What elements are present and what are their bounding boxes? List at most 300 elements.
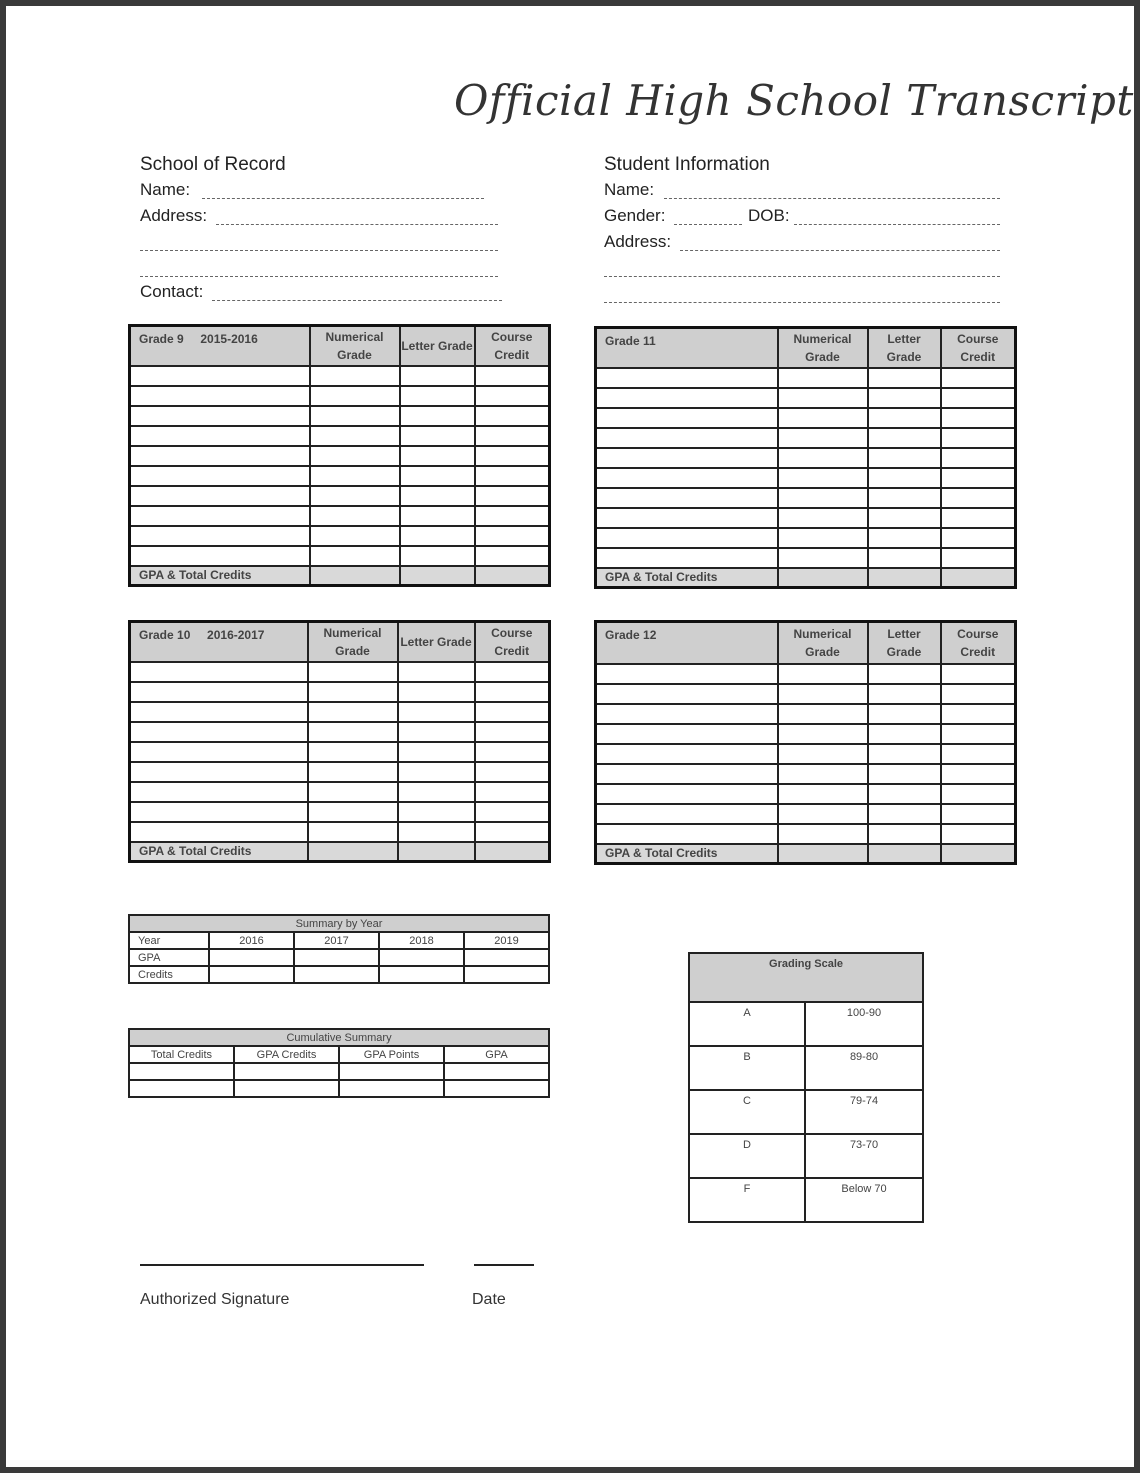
gpa-total-credits-label: GPA & Total Credits bbox=[596, 844, 778, 864]
letter-grade-cell[interactable] bbox=[868, 764, 941, 784]
course-row bbox=[130, 526, 550, 546]
course-name-cell[interactable] bbox=[596, 408, 778, 428]
numerical-grade-cell[interactable] bbox=[310, 366, 400, 386]
letter-grade-cell[interactable] bbox=[868, 664, 941, 684]
grade-10-rows[interactable] bbox=[130, 662, 550, 842]
course-row bbox=[596, 388, 1016, 408]
col-letter-grade: Letter Grade bbox=[400, 326, 475, 366]
course-credit-cell[interactable] bbox=[941, 764, 1016, 784]
school-contact-label: Contact: bbox=[140, 282, 204, 301]
letter-grade-cell[interactable] bbox=[400, 426, 475, 446]
numerical-grade-cell[interactable] bbox=[310, 546, 400, 566]
course-row bbox=[596, 368, 1016, 388]
course-row bbox=[130, 506, 550, 526]
letter-grade-cell[interactable] bbox=[400, 506, 475, 526]
gpa-points-cell[interactable] bbox=[339, 1080, 444, 1097]
course-credit-cell[interactable] bbox=[941, 388, 1016, 408]
grade-11-header bbox=[596, 328, 778, 368]
course-name-cell[interactable] bbox=[130, 742, 308, 762]
scale-letter-a: A bbox=[689, 1002, 805, 1046]
grade-11-credit-cell[interactable] bbox=[941, 568, 1016, 588]
gpa-total-credits-label: GPA & Total Credits bbox=[596, 568, 778, 588]
letter-grade-cell[interactable] bbox=[398, 802, 475, 822]
course-credit-cell[interactable] bbox=[941, 368, 1016, 388]
letter-grade-cell[interactable] bbox=[868, 724, 941, 744]
credits-2019-cell[interactable] bbox=[464, 966, 549, 983]
scale-letter-f: F bbox=[689, 1178, 805, 1222]
course-row bbox=[130, 722, 550, 742]
letter-grade-cell[interactable] bbox=[400, 466, 475, 486]
course-credit-cell[interactable] bbox=[475, 822, 550, 842]
course-name-cell[interactable] bbox=[130, 446, 310, 466]
course-row bbox=[596, 744, 1016, 764]
course-credit-cell[interactable] bbox=[475, 366, 550, 386]
gpa-credits-cell[interactable] bbox=[234, 1063, 339, 1080]
course-row bbox=[130, 366, 550, 386]
numerical-grade-cell[interactable] bbox=[778, 428, 868, 448]
scale-range-a: 100-90 bbox=[805, 1002, 923, 1046]
grade-9-gpa-cell[interactable] bbox=[310, 566, 400, 586]
course-credit-cell[interactable] bbox=[941, 784, 1016, 804]
course-credit-cell[interactable] bbox=[941, 488, 1016, 508]
signature-line[interactable] bbox=[140, 1264, 424, 1266]
course-row bbox=[130, 426, 550, 446]
grade-12-header bbox=[596, 622, 778, 664]
col-numerical-grade: Numerical Grade bbox=[308, 622, 398, 662]
grade-9-label: Grade 9 bbox=[139, 332, 184, 346]
col-numerical-grade: Numerical Grade bbox=[778, 328, 868, 368]
course-name-cell[interactable] bbox=[130, 546, 310, 566]
letter-grade-cell[interactable] bbox=[868, 388, 941, 408]
numerical-grade-cell[interactable] bbox=[310, 466, 400, 486]
course-name-cell[interactable] bbox=[130, 782, 308, 802]
letter-grade-cell[interactable] bbox=[868, 448, 941, 468]
letter-grade-cell[interactable] bbox=[398, 762, 475, 782]
year-label: Year bbox=[129, 932, 209, 949]
gpa-cell[interactable] bbox=[444, 1063, 549, 1080]
grade-10-table bbox=[128, 620, 551, 863]
grade-9-credit-cell[interactable] bbox=[475, 566, 550, 586]
numerical-grade-cell[interactable] bbox=[308, 662, 398, 682]
credits-row-label: Credits bbox=[129, 966, 209, 983]
grade-10-credit-cell[interactable] bbox=[475, 842, 550, 862]
course-row bbox=[130, 386, 550, 406]
course-credit-cell[interactable] bbox=[475, 386, 550, 406]
col-letter-grade: Letter Grade bbox=[398, 622, 475, 662]
course-row bbox=[130, 802, 550, 822]
grade-12-rows[interactable] bbox=[596, 664, 1016, 844]
grade-9-table bbox=[128, 324, 551, 587]
course-row bbox=[596, 784, 1016, 804]
course-credit-cell[interactable] bbox=[475, 506, 550, 526]
course-name-cell[interactable] bbox=[130, 526, 310, 546]
course-row bbox=[596, 764, 1016, 784]
letter-grade-cell[interactable] bbox=[868, 684, 941, 704]
year-2018: 2018 bbox=[379, 932, 464, 949]
course-name-cell[interactable] bbox=[130, 682, 308, 702]
course-row bbox=[130, 762, 550, 782]
numerical-grade-cell[interactable] bbox=[308, 722, 398, 742]
numerical-grade-cell[interactable] bbox=[778, 508, 868, 528]
course-name-cell[interactable] bbox=[596, 448, 778, 468]
gpa-2019-cell[interactable] bbox=[464, 949, 549, 966]
course-credit-cell[interactable] bbox=[941, 408, 1016, 428]
scale-letter-b: B bbox=[689, 1046, 805, 1090]
course-name-cell[interactable] bbox=[596, 548, 778, 568]
grade-12-table bbox=[594, 620, 1017, 865]
numerical-grade-cell[interactable] bbox=[778, 804, 868, 824]
student-name-field[interactable] bbox=[664, 198, 1000, 199]
gpa-row-label: GPA bbox=[129, 949, 209, 966]
numerical-grade-cell[interactable] bbox=[310, 506, 400, 526]
letter-grade-cell[interactable] bbox=[868, 824, 941, 844]
numerical-grade-cell[interactable] bbox=[308, 742, 398, 762]
course-name-cell[interactable] bbox=[596, 468, 778, 488]
numerical-grade-cell[interactable] bbox=[778, 488, 868, 508]
student-heading: Student Information bbox=[604, 154, 770, 175]
course-name-cell[interactable] bbox=[130, 506, 310, 526]
school-name-label: Name: bbox=[140, 180, 191, 199]
course-row bbox=[130, 662, 550, 682]
course-name-cell[interactable] bbox=[596, 664, 778, 684]
col-course-credit: Course Credit bbox=[475, 326, 550, 366]
school-heading: School of Record bbox=[140, 154, 286, 175]
letter-grade-cell[interactable] bbox=[400, 446, 475, 466]
numerical-grade-cell[interactable] bbox=[778, 548, 868, 568]
credits-2018-cell[interactable] bbox=[379, 966, 464, 983]
letter-grade-cell[interactable] bbox=[868, 368, 941, 388]
course-row bbox=[130, 406, 550, 426]
course-credit-cell[interactable] bbox=[475, 682, 550, 702]
letter-grade-cell[interactable] bbox=[398, 682, 475, 702]
letter-grade-cell[interactable] bbox=[398, 662, 475, 682]
course-name-cell[interactable] bbox=[596, 428, 778, 448]
course-row bbox=[596, 724, 1016, 744]
numerical-grade-cell[interactable] bbox=[308, 822, 398, 842]
course-row bbox=[130, 682, 550, 702]
date-label: Date bbox=[472, 1291, 506, 1308]
numerical-grade-cell[interactable] bbox=[778, 528, 868, 548]
grade-10-label: Grade 10 bbox=[139, 628, 191, 642]
numerical-grade-cell[interactable] bbox=[778, 408, 868, 428]
letter-grade-cell[interactable] bbox=[398, 742, 475, 762]
student-address-field-2[interactable] bbox=[604, 276, 1000, 277]
letter-grade-cell[interactable] bbox=[398, 782, 475, 802]
grade-11-letter-cell[interactable] bbox=[868, 568, 941, 588]
numerical-grade-cell[interactable] bbox=[778, 684, 868, 704]
letter-grade-cell[interactable] bbox=[868, 804, 941, 824]
letter-grade-cell[interactable] bbox=[400, 486, 475, 506]
course-name-cell[interactable] bbox=[130, 466, 310, 486]
course-credit-cell[interactable] bbox=[941, 684, 1016, 704]
gpa-2018-cell[interactable] bbox=[379, 949, 464, 966]
gpa-total-credits-label: GPA & Total Credits bbox=[130, 566, 310, 586]
course-credit-cell[interactable] bbox=[475, 762, 550, 782]
letter-grade-cell[interactable] bbox=[398, 822, 475, 842]
course-credit-cell[interactable] bbox=[475, 702, 550, 722]
student-name-label: Name: bbox=[604, 180, 655, 199]
course-name-cell[interactable] bbox=[596, 488, 778, 508]
grade-9-years: 2015-2016 bbox=[200, 332, 258, 346]
course-name-cell[interactable] bbox=[596, 724, 778, 744]
school-address-label: Address: bbox=[140, 206, 208, 225]
letter-grade-cell[interactable] bbox=[868, 528, 941, 548]
numerical-grade-cell[interactable] bbox=[778, 388, 868, 408]
student-dob-field[interactable] bbox=[794, 224, 1000, 225]
col-letter-grade: Letter Grade bbox=[868, 622, 941, 664]
numerical-grade-cell[interactable] bbox=[778, 784, 868, 804]
course-credit-cell[interactable] bbox=[475, 526, 550, 546]
course-credit-cell[interactable] bbox=[475, 546, 550, 566]
scale-letter-c: C bbox=[689, 1090, 805, 1134]
grade-12-credit-cell[interactable] bbox=[941, 844, 1016, 864]
course-name-cell[interactable] bbox=[596, 368, 778, 388]
col-total-credits: Total Credits bbox=[129, 1046, 234, 1063]
school-address-field-1[interactable] bbox=[216, 224, 498, 225]
grade-10-gpa-cell[interactable] bbox=[308, 842, 398, 862]
numerical-grade-cell[interactable] bbox=[310, 446, 400, 466]
year-2019: 2019 bbox=[464, 932, 549, 949]
numerical-grade-cell[interactable] bbox=[778, 448, 868, 468]
letter-grade-cell[interactable] bbox=[868, 488, 941, 508]
gpa-credits-cell[interactable] bbox=[234, 1080, 339, 1097]
course-row bbox=[596, 548, 1016, 568]
course-credit-cell[interactable] bbox=[941, 724, 1016, 744]
gpa-points-cell[interactable] bbox=[339, 1063, 444, 1080]
course-credit-cell[interactable] bbox=[475, 722, 550, 742]
course-name-cell[interactable] bbox=[596, 528, 778, 548]
gpa-2017-cell[interactable] bbox=[294, 949, 379, 966]
numerical-grade-cell[interactable] bbox=[778, 764, 868, 784]
col-numerical-grade: Numerical Grade bbox=[310, 326, 400, 366]
numerical-grade-cell[interactable] bbox=[308, 782, 398, 802]
scale-range-b: 89-80 bbox=[805, 1046, 923, 1090]
cumulative-summary-table bbox=[128, 1028, 550, 1098]
course-row bbox=[596, 804, 1016, 824]
scale-range-d: 73-70 bbox=[805, 1134, 923, 1178]
letter-grade-cell[interactable] bbox=[400, 386, 475, 406]
letter-grade-cell[interactable] bbox=[868, 428, 941, 448]
course-credit-cell[interactable] bbox=[941, 804, 1016, 824]
letter-grade-cell[interactable] bbox=[400, 406, 475, 426]
numerical-grade-cell[interactable] bbox=[778, 724, 868, 744]
course-credit-cell[interactable] bbox=[941, 704, 1016, 724]
year-2016: 2016 bbox=[209, 932, 294, 949]
student-gender-field[interactable] bbox=[674, 224, 742, 225]
numerical-grade-cell[interactable] bbox=[310, 406, 400, 426]
grade-11-label: Grade 11 bbox=[605, 334, 656, 348]
school-name-field[interactable] bbox=[202, 198, 484, 199]
grade-12-gpa-cell[interactable] bbox=[778, 844, 868, 864]
course-row bbox=[596, 448, 1016, 468]
numerical-grade-cell[interactable] bbox=[778, 704, 868, 724]
course-name-cell[interactable] bbox=[130, 386, 310, 406]
gpa-2016-cell[interactable] bbox=[209, 949, 294, 966]
course-name-cell[interactable] bbox=[130, 802, 308, 822]
numerical-grade-cell[interactable] bbox=[308, 802, 398, 822]
grade-11-gpa-cell[interactable] bbox=[778, 568, 868, 588]
scale-letter-d: D bbox=[689, 1134, 805, 1178]
col-course-credit: Course Credit bbox=[475, 622, 550, 662]
letter-grade-cell[interactable] bbox=[868, 744, 941, 764]
numerical-grade-cell[interactable] bbox=[310, 486, 400, 506]
letter-grade-cell[interactable] bbox=[400, 526, 475, 546]
student-address-field-1[interactable] bbox=[680, 250, 1000, 251]
grade-9-rows[interactable] bbox=[130, 366, 550, 566]
course-name-cell[interactable] bbox=[596, 784, 778, 804]
course-name-cell[interactable] bbox=[596, 508, 778, 528]
student-address-label: Address: bbox=[604, 232, 672, 251]
grade-10-header bbox=[130, 622, 308, 662]
course-name-cell[interactable] bbox=[596, 684, 778, 704]
col-gpa: GPA bbox=[444, 1046, 549, 1063]
date-line[interactable] bbox=[474, 1264, 534, 1266]
course-name-cell[interactable] bbox=[130, 702, 308, 722]
course-row bbox=[596, 468, 1016, 488]
grade-9-letter-cell[interactable] bbox=[400, 566, 475, 586]
summary-by-year-table bbox=[128, 914, 550, 984]
letter-grade-cell[interactable] bbox=[868, 468, 941, 488]
course-credit-cell[interactable] bbox=[475, 802, 550, 822]
numerical-grade-cell[interactable] bbox=[310, 526, 400, 546]
course-name-cell[interactable] bbox=[596, 704, 778, 724]
course-row bbox=[596, 704, 1016, 724]
course-name-cell[interactable] bbox=[596, 824, 778, 844]
numerical-grade-cell[interactable] bbox=[310, 386, 400, 406]
school-contact-field[interactable] bbox=[212, 300, 502, 301]
scale-range-c: 79-74 bbox=[805, 1090, 923, 1134]
course-credit-cell[interactable] bbox=[941, 744, 1016, 764]
letter-grade-cell[interactable] bbox=[868, 704, 941, 724]
col-course-credit: Course Credit bbox=[941, 622, 1016, 664]
course-credit-cell[interactable] bbox=[941, 664, 1016, 684]
numerical-grade-cell[interactable] bbox=[310, 426, 400, 446]
course-credit-cell[interactable] bbox=[941, 468, 1016, 488]
col-gpa-points: GPA Points bbox=[339, 1046, 444, 1063]
course-row bbox=[596, 408, 1016, 428]
course-row bbox=[130, 702, 550, 722]
summary-by-year-caption: Summary by Year bbox=[129, 915, 549, 932]
grade-10-years: 2016-2017 bbox=[207, 628, 265, 642]
grade-11-rows[interactable] bbox=[596, 368, 1016, 568]
course-credit-cell[interactable] bbox=[475, 486, 550, 506]
grade-11-table bbox=[594, 326, 1017, 589]
course-name-cell[interactable] bbox=[596, 764, 778, 784]
numerical-grade-cell[interactable] bbox=[778, 824, 868, 844]
course-credit-cell[interactable] bbox=[941, 824, 1016, 844]
numerical-grade-cell[interactable] bbox=[308, 682, 398, 702]
letter-grade-cell[interactable] bbox=[398, 702, 475, 722]
course-row bbox=[130, 486, 550, 506]
year-2017: 2017 bbox=[294, 932, 379, 949]
col-letter-grade: Letter Grade bbox=[868, 328, 941, 368]
page-title: Official High School Transcript bbox=[454, 76, 1134, 125]
course-name-cell[interactable] bbox=[130, 366, 310, 386]
course-row bbox=[130, 466, 550, 486]
course-name-cell[interactable] bbox=[130, 486, 310, 506]
course-row bbox=[130, 446, 550, 466]
course-name-cell[interactable] bbox=[596, 744, 778, 764]
course-credit-cell[interactable] bbox=[941, 508, 1016, 528]
course-name-cell[interactable] bbox=[130, 426, 310, 446]
total-credits-cell[interactable] bbox=[129, 1063, 234, 1080]
course-row bbox=[596, 664, 1016, 684]
letter-grade-cell[interactable] bbox=[400, 366, 475, 386]
course-credit-cell[interactable] bbox=[475, 406, 550, 426]
course-credit-cell[interactable] bbox=[941, 428, 1016, 448]
course-row bbox=[130, 546, 550, 566]
numerical-grade-cell[interactable] bbox=[778, 468, 868, 488]
letter-grade-cell[interactable] bbox=[868, 508, 941, 528]
course-credit-cell[interactable] bbox=[475, 782, 550, 802]
numerical-grade-cell[interactable] bbox=[778, 744, 868, 764]
course-credit-cell[interactable] bbox=[475, 466, 550, 486]
letter-grade-cell[interactable] bbox=[868, 408, 941, 428]
letter-grade-cell[interactable] bbox=[398, 722, 475, 742]
col-numerical-grade: Numerical Grade bbox=[778, 622, 868, 664]
total-credits-cell[interactable] bbox=[129, 1080, 234, 1097]
credits-2016-cell[interactable] bbox=[209, 966, 294, 983]
student-gender-label: Gender: bbox=[604, 206, 666, 225]
course-credit-cell[interactable] bbox=[941, 528, 1016, 548]
course-row bbox=[596, 428, 1016, 448]
student-address-field-3[interactable] bbox=[604, 302, 1000, 303]
transcript-page bbox=[6, 6, 1134, 1467]
course-credit-cell[interactable] bbox=[475, 662, 550, 682]
gpa-cell[interactable] bbox=[444, 1080, 549, 1097]
course-row bbox=[130, 782, 550, 802]
course-name-cell[interactable] bbox=[130, 822, 308, 842]
numerical-grade-cell[interactable] bbox=[778, 664, 868, 684]
course-credit-cell[interactable] bbox=[941, 448, 1016, 468]
authorized-signature-label: Authorized Signature bbox=[140, 1291, 290, 1308]
course-credit-cell[interactable] bbox=[941, 548, 1016, 568]
course-name-cell[interactable] bbox=[130, 662, 308, 682]
letter-grade-cell[interactable] bbox=[400, 546, 475, 566]
course-name-cell[interactable] bbox=[596, 388, 778, 408]
grade-12-letter-cell[interactable] bbox=[868, 844, 941, 864]
numerical-grade-cell[interactable] bbox=[308, 762, 398, 782]
course-row bbox=[596, 508, 1016, 528]
grading-scale-table bbox=[688, 952, 924, 1223]
grade-12-label: Grade 12 bbox=[605, 628, 657, 642]
col-course-credit: Course Credit bbox=[941, 328, 1016, 368]
grade-10-letter-cell[interactable] bbox=[398, 842, 475, 862]
course-credit-cell[interactable] bbox=[475, 446, 550, 466]
course-name-cell[interactable] bbox=[130, 406, 310, 426]
credits-2017-cell[interactable] bbox=[294, 966, 379, 983]
numerical-grade-cell[interactable] bbox=[308, 702, 398, 722]
course-row bbox=[130, 822, 550, 842]
course-row bbox=[130, 742, 550, 762]
cumulative-summary-caption: Cumulative Summary bbox=[129, 1029, 549, 1046]
grading-scale-caption: Grading Scale bbox=[689, 953, 923, 1002]
school-address-field-3[interactable] bbox=[140, 276, 498, 277]
course-row bbox=[596, 824, 1016, 844]
course-credit-cell[interactable] bbox=[475, 742, 550, 762]
scale-range-f: Below 70 bbox=[805, 1178, 923, 1222]
school-address-field-2[interactable] bbox=[140, 250, 498, 251]
letter-grade-cell[interactable] bbox=[868, 548, 941, 568]
course-name-cell[interactable] bbox=[130, 722, 308, 742]
letter-grade-cell[interactable] bbox=[868, 784, 941, 804]
course-row bbox=[596, 528, 1016, 548]
course-name-cell[interactable] bbox=[130, 762, 308, 782]
numerical-grade-cell[interactable] bbox=[778, 368, 868, 388]
grade-9-header bbox=[130, 326, 310, 366]
course-credit-cell[interactable] bbox=[475, 426, 550, 446]
course-name-cell[interactable] bbox=[596, 804, 778, 824]
